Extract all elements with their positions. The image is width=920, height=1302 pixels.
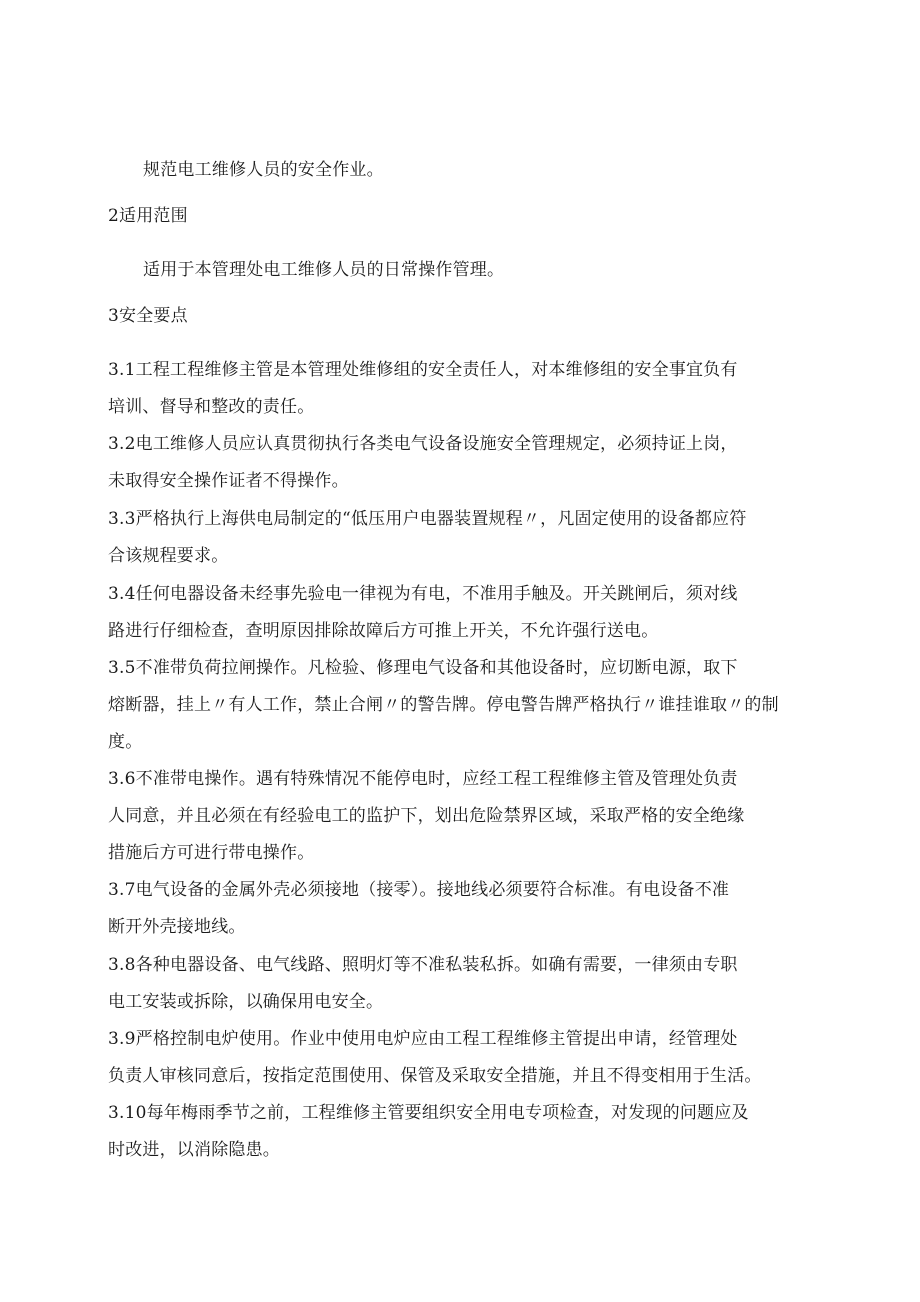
item-3-1-line-1: 3.1工程工程维修主管是本管理处维修组的安全责任人，对本维修组的安全事宜负有 bbox=[108, 360, 738, 380]
item-3-2-line-1: 3.2电工维修人员应认真贯彻执行各类电气设备设施安全管理规定，必须持证上岗， bbox=[108, 434, 738, 454]
item-3-10-line-1: 3.10每年梅雨季节之前，工程维修主管要组织安全用电专项检查，对发现的问题应及 bbox=[108, 1103, 749, 1123]
item-3-4-line-2: 路进行仔细检查，查明原因排除故障后方可推上开关，不允许强行送电。 bbox=[108, 621, 659, 641]
item-3-8-line-1: 3.8各种电器设备、电气线路、照明灯等不准私装私拆。如确有需要，一律须由专职 bbox=[108, 955, 738, 975]
item-3-3-line-2: 合该规程要求。 bbox=[108, 546, 229, 566]
item-3-7-line-2: 断开外壳接地线。 bbox=[108, 917, 246, 937]
section-2-body: 适用于本管理处电工维修人员的日常操作管理。 bbox=[143, 260, 505, 280]
section-2-heading: 2适用范围 bbox=[108, 206, 188, 226]
item-3-5-line-1: 3.5不准带负荷拉闸操作。凡检验、修理电气设备和其他设备时，应切断电源，取下 bbox=[108, 658, 738, 678]
item-3-5-line-2: 熔断器，挂上〃有人工作，禁止合闸〃的警告牌。停电警告牌严格执行〃谁挂谁取〃的制 bbox=[108, 695, 779, 715]
item-3-6-line-1: 3.6不准带电操作。遇有特殊情况不能停电时，应经工程工程维修主管及管理处负责 bbox=[108, 769, 738, 789]
item-3-9-line-1: 3.9严格控制电炉使用。作业中使用电炉应由工程工程维修主管提出申请，经管理处 bbox=[108, 1029, 738, 1049]
item-3-6-line-3: 措施后方可进行带电操作。 bbox=[108, 843, 315, 863]
section-3-heading: 3安全要点 bbox=[108, 306, 188, 326]
item-3-4-line-1: 3.4任何电器设备未经事先验电一律视为有电，不准用手触及。开关跳闸后，须对线 bbox=[108, 584, 738, 604]
item-3-8-line-2: 电工安装或拆除，以确保用电安全。 bbox=[108, 992, 384, 1012]
item-3-10-line-2: 时改进，以消除隐患。 bbox=[108, 1140, 280, 1160]
item-3-6-line-2: 人同意，并且必须在有经验电工的监护下，划出危险禁界区域，采取严格的安全绝缘 bbox=[108, 806, 745, 826]
intro-paragraph: 规范电工维修人员的安全作业。 bbox=[143, 160, 384, 180]
item-3-5-line-3: 度。 bbox=[108, 732, 143, 752]
item-3-9-line-2: 负责人审核同意后，按指定范围使用、保管及采取安全措施，并且不得变相用于生活。 bbox=[108, 1066, 762, 1086]
item-3-1-line-2: 培训、督导和整改的责任。 bbox=[108, 397, 315, 417]
item-3-2-line-2: 未取得安全操作证者不得操作。 bbox=[108, 471, 349, 491]
item-3-7-line-1: 3.7电气设备的金属外壳必须接地（接零）。接地线必须要符合标准。有电设备不准 bbox=[108, 880, 730, 900]
item-3-3-line-1: 3.3严格执行上海供电局制定的“低压用户电器装置规程〃，凡固定使用的设备都应符 bbox=[108, 509, 747, 529]
